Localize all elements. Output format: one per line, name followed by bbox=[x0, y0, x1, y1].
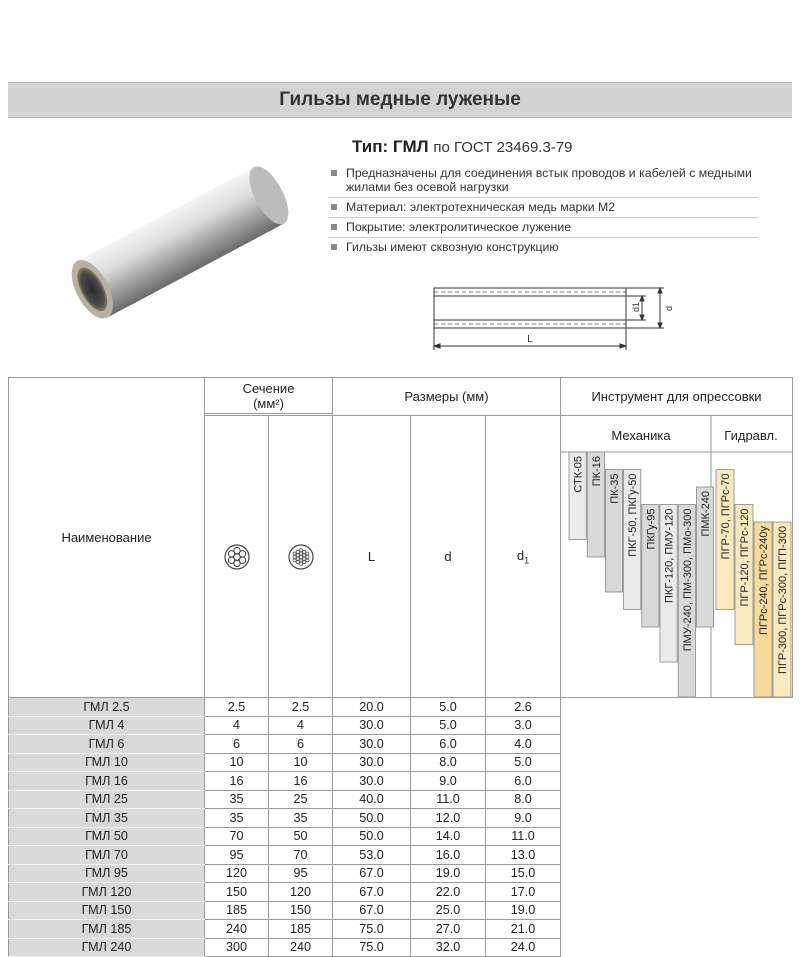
row-section-fine: 6 bbox=[269, 735, 333, 754]
row-name: ГМЛ 25 bbox=[9, 790, 205, 809]
row-outer-diameter: 9.0 bbox=[411, 772, 486, 791]
row-inner-diameter: 17.0 bbox=[486, 883, 561, 902]
table-row bbox=[9, 735, 793, 754]
row-section-fine: 4 bbox=[269, 716, 333, 735]
row-outer-diameter: 11.0 bbox=[411, 790, 486, 809]
row-length: 30.0 bbox=[333, 772, 411, 791]
row-length: 30.0 bbox=[333, 753, 411, 772]
bullet-square-icon bbox=[331, 170, 337, 176]
tool-label: ПГРс-240, ПГРс-240у bbox=[758, 526, 770, 636]
row-length: 40.0 bbox=[333, 790, 411, 809]
header-section bbox=[205, 378, 333, 414]
header-tools: Инструмент для опрессовки bbox=[561, 378, 793, 416]
table-row bbox=[9, 846, 793, 865]
header-hydraulics: Гидравл. bbox=[724, 428, 778, 443]
feature-text: Покрытие: электролитическое лужение bbox=[346, 220, 572, 234]
tool-label: ПКГу-95 bbox=[645, 508, 658, 550]
sleeve-photo bbox=[40, 130, 330, 350]
row-section-fine: 120 bbox=[269, 883, 333, 902]
type-value: ГМЛ bbox=[392, 137, 429, 156]
tool-label: ПМУ-240, ПМ-300, ПМо-300 bbox=[681, 508, 694, 652]
spec-table bbox=[8, 377, 793, 957]
type-label: Тип: bbox=[352, 137, 389, 156]
row-length: 67.0 bbox=[333, 864, 411, 883]
row-section-stranded: 70 bbox=[205, 827, 269, 846]
row-section-fine: 2.5 bbox=[269, 698, 333, 717]
row-inner-diameter: 21.0 bbox=[486, 920, 561, 939]
row-length: 50.0 bbox=[333, 827, 411, 846]
row-name: ГМЛ 16 bbox=[9, 772, 205, 791]
row-name: ГМЛ 10 bbox=[9, 753, 205, 772]
row-name: ГМЛ 50 bbox=[9, 827, 205, 846]
drawing-label-outer-diameter: d bbox=[664, 305, 674, 311]
header-section-label: Сечение bbox=[242, 380, 295, 396]
table-row bbox=[9, 698, 793, 717]
tool-label: ПГР-70, ПГРс-70 bbox=[720, 473, 732, 560]
tool-label: ПКГ-120, ПМУ-120 bbox=[663, 508, 676, 603]
row-inner-diameter: 6.0 bbox=[486, 772, 561, 791]
header-sizes: Размеры (мм) bbox=[333, 378, 561, 416]
catalog-title: Гильзы медные луженые bbox=[279, 89, 521, 110]
row-outer-diameter: 5.0 bbox=[411, 716, 486, 735]
row-inner-diameter: 13.0 bbox=[486, 846, 561, 865]
product-type-line bbox=[352, 137, 572, 157]
row-section-stranded: 35 bbox=[205, 809, 269, 828]
header-section-unit: (мм²) bbox=[253, 395, 284, 411]
header-inner-diameter bbox=[486, 416, 561, 698]
fine-stranded-conductor-icon bbox=[288, 544, 314, 570]
row-section-fine: 240 bbox=[269, 938, 333, 957]
row-length: 20.0 bbox=[333, 698, 411, 717]
row-inner-diameter: 8.0 bbox=[486, 790, 561, 809]
table-row bbox=[9, 753, 793, 772]
row-length: 75.0 bbox=[333, 938, 411, 957]
row-outer-diameter: 22.0 bbox=[411, 883, 486, 902]
row-section-stranded: 16 bbox=[205, 772, 269, 791]
row-length: 67.0 bbox=[333, 901, 411, 920]
table-row bbox=[9, 772, 793, 791]
row-length: 30.0 bbox=[333, 716, 411, 735]
row-section-stranded: 150 bbox=[205, 883, 269, 902]
row-outer-diameter: 19.0 bbox=[411, 864, 486, 883]
row-inner-diameter: 5.0 bbox=[486, 753, 561, 772]
row-section-fine: 16 bbox=[269, 772, 333, 791]
row-section-fine: 95 bbox=[269, 864, 333, 883]
drawing-label-inner-diameter: d1 bbox=[631, 301, 641, 312]
row-section-stranded: 240 bbox=[205, 920, 269, 939]
table-body bbox=[9, 698, 793, 957]
row-name: ГМЛ 6 bbox=[9, 735, 205, 754]
row-section-stranded: 10 bbox=[205, 753, 269, 772]
row-length: 50.0 bbox=[333, 809, 411, 828]
row-length: 67.0 bbox=[333, 883, 411, 902]
tools-chart bbox=[561, 416, 793, 697]
row-section-fine: 25 bbox=[269, 790, 333, 809]
row-inner-diameter: 2.6 bbox=[486, 698, 561, 717]
row-outer-diameter: 12.0 bbox=[411, 809, 486, 828]
gost-standard: по ГОСТ 23469.3-79 bbox=[433, 139, 573, 156]
row-length: 75.0 bbox=[333, 920, 411, 939]
row-outer-diameter: 32.0 bbox=[411, 938, 486, 957]
feature-text: Гильзы имеют сквозную конструкцию bbox=[346, 240, 559, 254]
header-mechanics: Механика bbox=[611, 428, 671, 443]
row-name: ГМЛ 120 bbox=[9, 883, 205, 902]
tool-label: ПМК-240 bbox=[700, 491, 712, 537]
row-section-fine: 50 bbox=[269, 827, 333, 846]
row-inner-diameter: 3.0 bbox=[486, 716, 561, 735]
sleeve-drawing bbox=[420, 278, 680, 358]
row-inner-diameter: 9.0 bbox=[486, 809, 561, 828]
row-section-fine: 35 bbox=[269, 809, 333, 828]
row-name: ГМЛ 95 bbox=[9, 864, 205, 883]
tool-label: ПК-16 bbox=[590, 456, 603, 487]
header-name: Наименование bbox=[9, 378, 205, 698]
row-name: ГМЛ 2.5 bbox=[9, 698, 205, 717]
row-inner-diameter: 11.0 bbox=[486, 827, 561, 846]
tools-cell bbox=[561, 416, 793, 698]
row-inner-diameter: 15.0 bbox=[486, 864, 561, 883]
row-outer-diameter: 16.0 bbox=[411, 846, 486, 865]
row-outer-diameter: 5.0 bbox=[411, 698, 486, 717]
row-name: ГМЛ 35 bbox=[9, 809, 205, 828]
table-row bbox=[9, 920, 793, 939]
feature-item bbox=[328, 164, 758, 198]
row-section-stranded: 95 bbox=[205, 846, 269, 865]
tool-label: СТК-05 bbox=[572, 456, 585, 493]
feature-item bbox=[328, 238, 758, 257]
row-name: ГМЛ 240 bbox=[9, 938, 205, 957]
row-outer-diameter: 27.0 bbox=[411, 920, 486, 939]
drawing-label-length: L bbox=[527, 334, 533, 345]
row-section-stranded: 120 bbox=[205, 864, 269, 883]
row-name: ГМЛ 185 bbox=[9, 920, 205, 939]
row-section-stranded: 6 bbox=[205, 735, 269, 754]
row-length: 53.0 bbox=[333, 846, 411, 865]
row-section-fine: 150 bbox=[269, 901, 333, 920]
tool-label: ПК-35 bbox=[609, 473, 621, 504]
feature-item bbox=[328, 218, 758, 238]
tool-label: ПКГ-50, ПКГу-50 bbox=[627, 473, 640, 557]
icon-cell bbox=[205, 416, 269, 698]
header-inner-diameter-subscript: 1 bbox=[524, 555, 530, 566]
row-name: ГМЛ 4 bbox=[9, 716, 205, 735]
row-section-fine: 70 bbox=[269, 846, 333, 865]
table-row bbox=[9, 883, 793, 902]
row-name: ГМЛ 150 bbox=[9, 901, 205, 920]
table-row bbox=[9, 809, 793, 828]
row-outer-diameter: 14.0 bbox=[411, 827, 486, 846]
row-name: ГМЛ 70 bbox=[9, 846, 205, 865]
bullet-square-icon bbox=[331, 204, 337, 210]
bullet-square-icon bbox=[331, 224, 337, 230]
table-row bbox=[9, 864, 793, 883]
feature-item bbox=[328, 198, 758, 218]
table-row bbox=[9, 827, 793, 846]
row-section-stranded: 35 bbox=[205, 790, 269, 809]
table-row bbox=[9, 716, 793, 735]
bullet-square-icon bbox=[331, 244, 337, 250]
table-row bbox=[9, 790, 793, 809]
header-inner-diameter-label: d bbox=[516, 547, 525, 563]
catalog-title-bar bbox=[8, 82, 792, 118]
tool-label: ПГР-300, ПГРс-300, ПГП-300 bbox=[777, 526, 789, 674]
row-section-fine: 10 bbox=[269, 753, 333, 772]
tool-label: ПГР-120, ПГРс-120 bbox=[739, 508, 751, 607]
table-row bbox=[9, 901, 793, 920]
row-inner-diameter: 4.0 bbox=[486, 735, 561, 754]
header-outer-diameter: d bbox=[411, 416, 486, 698]
icon-cell bbox=[269, 416, 333, 698]
feature-text: Предназначены для соединения встык проводов и кабелей с медными жилами без осевой нагрузки bbox=[346, 166, 752, 194]
feature-list bbox=[328, 164, 758, 257]
row-length: 30.0 bbox=[333, 735, 411, 754]
header-length: L bbox=[333, 416, 411, 698]
row-outer-diameter: 25.0 bbox=[411, 901, 486, 920]
row-section-stranded: 4 bbox=[205, 716, 269, 735]
row-section-fine: 185 bbox=[269, 920, 333, 939]
row-section-stranded: 185 bbox=[205, 901, 269, 920]
row-section-stranded: 300 bbox=[205, 938, 269, 957]
row-inner-diameter: 19.0 bbox=[486, 901, 561, 920]
table-row bbox=[9, 938, 793, 957]
row-outer-diameter: 6.0 bbox=[411, 735, 486, 754]
row-section-stranded: 2.5 bbox=[205, 698, 269, 717]
stranded-conductor-icon bbox=[224, 544, 250, 570]
row-inner-diameter: 24.0 bbox=[486, 938, 561, 957]
row-outer-diameter: 8.0 bbox=[411, 753, 486, 772]
feature-text: Материал: электротехническая медь марки М2 bbox=[346, 200, 616, 214]
